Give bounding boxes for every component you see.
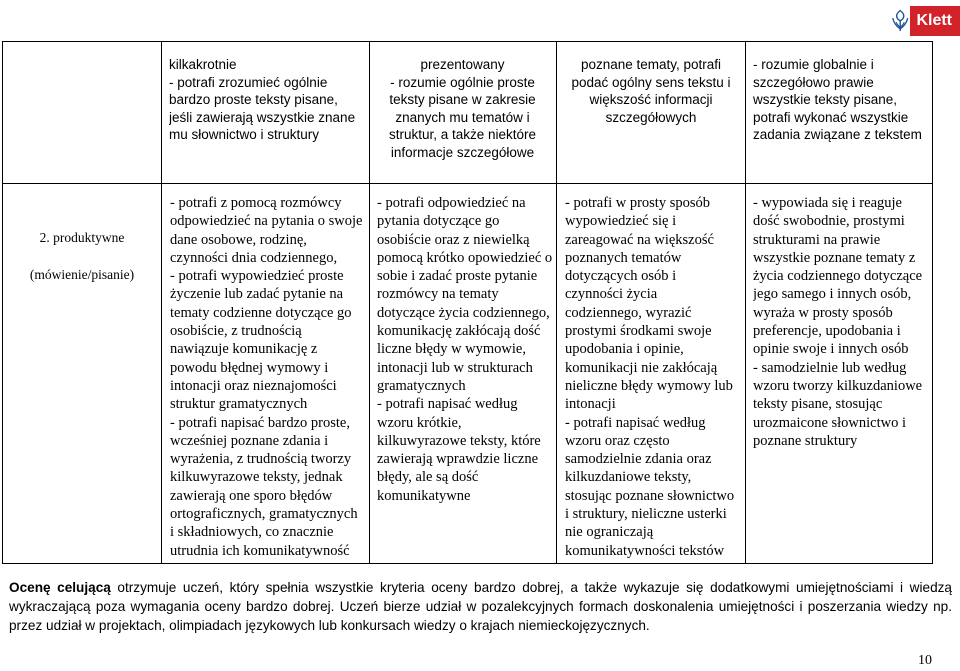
column-divider-1 (161, 41, 162, 564)
footer-paragraph (9, 578, 952, 635)
top-row-cell-2: prezentowany - rozumie ogólnie proste teksty pisane w zakresie znanych mu tematów i struktur, a także niektóre informacje szczegółowe (388, 57, 537, 160)
footer-bold-lead: Ocenę celującą (9, 580, 111, 595)
top-row-cell-1: kilkakrotnie - potrafi zrozumieć ogólnie bardzo proste teksty pisane, jeśli zawierają wszystkie znane mu słownictwo i struktury (169, 57, 356, 143)
logo-wordmark: Klett (910, 6, 960, 36)
main-row-cell-1: - potrafi z pomocą rozmówcy odpowiedzieć na pytania o swoje dane osobowe, rodzinę, czynności dnia codziennego, - potrafi wypowiedzieć proste życzenie lub zadać pytanie na tematy codzienne dotyczące go osobiście, z trudnością nawiązuje komunikację z powodu błędnej wymowy i intonacji oraz nieznajomości struktur gramatycznych - potrafi napisać bardzo proste, wcześniej poznane zdania i wyrażenia, z trudnością tworzy kilkuwyrazowe teksty, jednak zawierają one sporo błędów ortograficznych, gramatycznych i składniowych, co znacznie utrudnia ich komunikatywność (170, 195, 363, 559)
skill-category-title: 2. produktywne (39, 230, 125, 246)
skill-category-label (6, 211, 158, 303)
skill-category-subtitle: (mówienie/pisanie) (29, 267, 135, 283)
klett-logo-icon (890, 3, 910, 38)
column-divider-4 (745, 41, 746, 564)
page-number: 10 (918, 653, 932, 668)
column-divider-2 (369, 41, 370, 564)
footer-body: otrzymuje uczeń, który spełnia wszystkie kryteria oceny bardzo dobrej, a także wykazuje się dodatkowymi umiejętnościami i wiedzą wykraczającą poza wymagania oceny bardzo dobrej. Uczeń bierze udział w pozalekcyjnych formach doskonalenia umiejętności i poszerzania wiedzy np. przez udział w projektach, olimpiadach językowych lub konkursach wiedzy o krajach niemieckojęzycznych. (9, 580, 952, 633)
table-top-border (2, 41, 933, 42)
main-row-cell-2: - potrafi odpowiedzieć na pytania dotyczące go osobiście oraz z niewielką pomocą krótko opowiedzieć o sobie i zadać proste pytanie rozmówcy na tematy dotyczące życia codziennego, komunikację zakłócają dość liczne błędy w wymowie, intonacji lub w strukturach gramatycznych - potrafi napisać według wzoru krótkie, kilkuwyrazowe teksty, które zawierają wprawdzie liczne błędy, ale są dość komunikatywne (377, 195, 553, 504)
table-bottom-border (2, 563, 933, 564)
table-right-border (932, 41, 933, 564)
top-row-cell-4: - rozumie globalnie i szczegółowo prawie wszystkie teksty pisane, potrafi wykonać wszystkie zadania związane z tekstem (753, 57, 922, 143)
table-left-border (2, 41, 3, 564)
row-divider (2, 183, 933, 184)
main-row-cell-3: - potrafi w prosty sposób wypowiedzieć się i zareagować na większość poznanych tematów dotyczących osób i czynności życia codziennego, wyrazić prostymi środkami swoje upodobania i opinie, komunikacji nie zakłócają nieliczne błędy wymowy lub intonacji - potrafi napisać według wzoru oraz często samodzielnie zdania oraz kilkuzdaniowe teksty, stosując poznane słownictwo i struktury, nieliczne usterki nie ograniczają komunikatywności tekstów (565, 195, 735, 559)
column-divider-3 (556, 41, 557, 564)
klett-logo (890, 3, 960, 38)
top-row-cell-3: poznane tematy, potrafi podać ogólny sens tekstu i większość informacji szczegółowych (571, 57, 731, 125)
main-row-cell-4: - wypowiada się i reaguje dość swobodnie, prostymi strukturami na prawie wszystkie poznane tematy z życia codziennego dotyczące jego samego i innych osób, wyraża w prosty sposób preferencje, upodobania i opinie swoje i innych osób - samodzielnie lub według wzoru tworzy kilkuzdaniowe teksty pisane, stosując urozmaicone słownictwo i poznane struktury (753, 195, 923, 449)
